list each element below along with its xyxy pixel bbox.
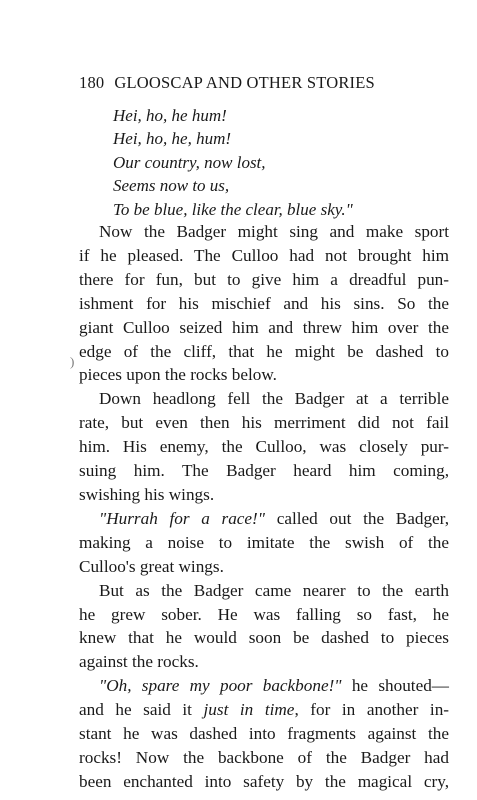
text-fragment: and he said it (79, 700, 192, 720)
text-line: edge of the cliff, that he might be dashed to (79, 341, 449, 361)
text-line: against the rocks. (79, 652, 199, 672)
text-line: Culloo's great wings. (79, 556, 224, 576)
text-line: been enchanted into safety by the magical cry, (79, 771, 449, 791)
italic-quote: "Oh, spare my poor backbone!" (99, 676, 342, 696)
text-line: ishment for his mischief and his sins. So the (79, 293, 449, 313)
text-fragment: , for in another in- (294, 700, 450, 720)
text-line (79, 507, 449, 531)
text-line: swishing his wings. (79, 484, 215, 504)
poem-stanza (113, 104, 353, 221)
text-line: rate, but even then his merriment did not fail (79, 413, 449, 433)
text-line: him. His enemy, the Culloo, was closely pur- (79, 437, 449, 457)
italic-phrase: just in time (203, 700, 295, 720)
text-line: he grew sober. He was falling so fast, he (79, 604, 449, 624)
text-line: knew that he would soon be dashed to pieces (79, 628, 449, 648)
running-title: GLOOSCAP AND OTHER STORIES (114, 73, 375, 92)
text-line: giant Culloo seized him and threw him over the (79, 317, 449, 337)
poem-line: Hei, ho, he, hum! (113, 129, 232, 149)
body-text (79, 220, 449, 794)
text-line: stant he was dashed into fragments against the (79, 724, 449, 744)
text-line: Down headlong fell the Badger at a terrible (99, 389, 449, 409)
poem-line: To be blue, like the clear, blue sky." (113, 199, 353, 219)
text-line: rocks! Now the backbone of the Badger had (79, 747, 449, 767)
text-fragment: called out the Badger, (276, 508, 450, 528)
text-line: making a noise to imitate the swish of the (79, 532, 449, 552)
text-line (79, 674, 449, 698)
poem-line: Hei, ho, he hum! (113, 106, 227, 125)
italic-quote: "Hurrah for a race!" (99, 508, 265, 528)
poem-line: Seems now to us, (113, 176, 230, 196)
text-line: suing him. The Badger heard him coming, (79, 461, 449, 481)
text-line (79, 698, 449, 722)
text-line: if he pleased. The Culloo had not brought him (79, 245, 449, 265)
text-line: pieces upon the rocks below. (79, 365, 277, 385)
text-line: Now the Badger might sing and make sport (99, 222, 449, 241)
text-line: there for fun, but to give him a dreadful pun- (79, 269, 449, 289)
margin-mark: ) (70, 354, 75, 369)
poem-line: Our country, now lost, (113, 152, 266, 172)
text-line: But as the Badger came nearer to the earth (99, 580, 449, 600)
page-header (79, 73, 449, 93)
page-number: 180 (79, 73, 105, 92)
text-fragment: he shouted— (351, 676, 449, 696)
